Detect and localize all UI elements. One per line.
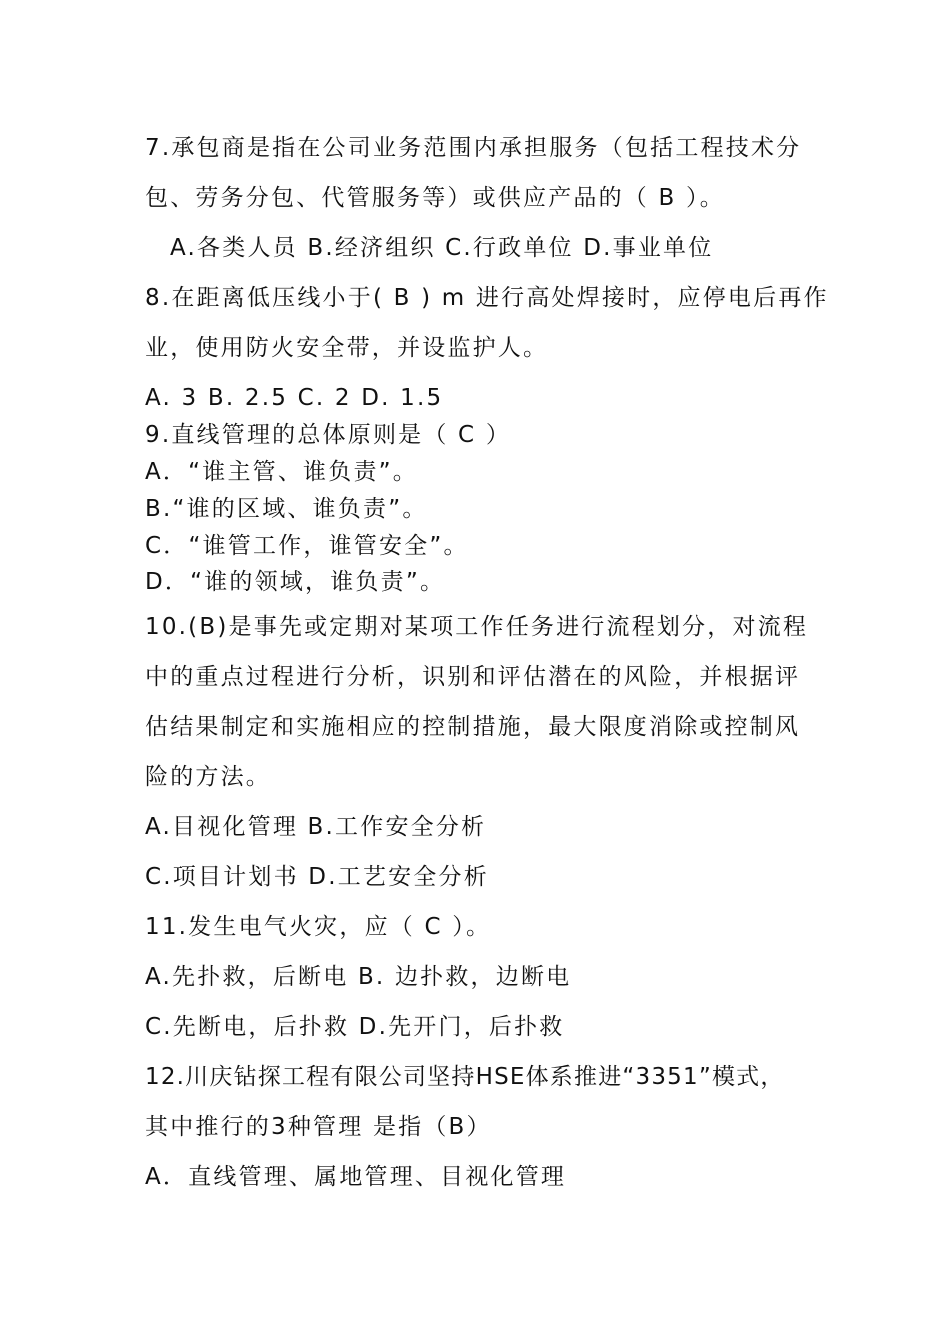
q10-line-2: 中的重点过程进行分析，识别和评估潜在的风险，并根据评 bbox=[145, 664, 801, 690]
q9-question: 9.直线管理的总体原则是（ C ） bbox=[145, 422, 512, 448]
q9-option-c: C．“谁管工作，谁管安全”。 bbox=[145, 533, 469, 559]
q8-line-1: 8.在距离低压线小于( B ) m 进行高处焊接时，应停电后再作 bbox=[145, 285, 829, 311]
q7-line-2: 包、劳务分包、代管服务等）或供应产品的（ B ）。 bbox=[145, 185, 725, 211]
q11-question: 11.发生电气火灾，应（ C ）。 bbox=[145, 914, 492, 940]
q12-line-2: 其中推行的3种管理 是指（B） bbox=[145, 1114, 492, 1140]
q9-option-d: D．“谁的领域，谁负责”。 bbox=[145, 569, 446, 595]
q10-line-1: 10.(B)是事先或定期对某项工作任务进行流程划分，对流程 bbox=[145, 614, 809, 640]
q11-options-2: C.先断电，后扑救 D.先开门，后扑救 bbox=[145, 1014, 565, 1040]
q12-option-a: A．直线管理、属地管理、目视化管理 bbox=[145, 1164, 567, 1190]
q7-options: A.各类人员 B.经济组织 C.行政单位 D.事业单位 bbox=[170, 235, 714, 261]
q11-options-1: A.先扑救，后断电 B. 边扑救，边断电 bbox=[145, 964, 572, 990]
q10-line-4: 险的方法。 bbox=[145, 764, 271, 790]
q10-options-1: A.目视化管理 B.工作安全分析 bbox=[145, 814, 487, 840]
q7-line-1: 7.承包商是指在公司业务范围内承担服务（包括工程技术分 bbox=[145, 135, 802, 161]
q8-line-2: 业，使用防火安全带，并设监护人。 bbox=[145, 335, 549, 361]
q8-options: A. 3 B. 2.5 C. 2 D. 1.5 bbox=[145, 385, 444, 411]
q9-option-a: A．“谁主管、谁负责”。 bbox=[145, 459, 418, 485]
q10-options-2: C.项目计划书 D.工艺安全分析 bbox=[145, 864, 489, 890]
q12-line-1: 12.川庆钻探工程有限公司坚持HSE体系推进“3351”模式， bbox=[145, 1064, 785, 1090]
q10-line-3: 估结果制定和实施相应的控制措施，最大限度消除或控制风 bbox=[145, 714, 801, 740]
q9-option-b: B.“谁的区域、谁负责”。 bbox=[145, 496, 428, 522]
